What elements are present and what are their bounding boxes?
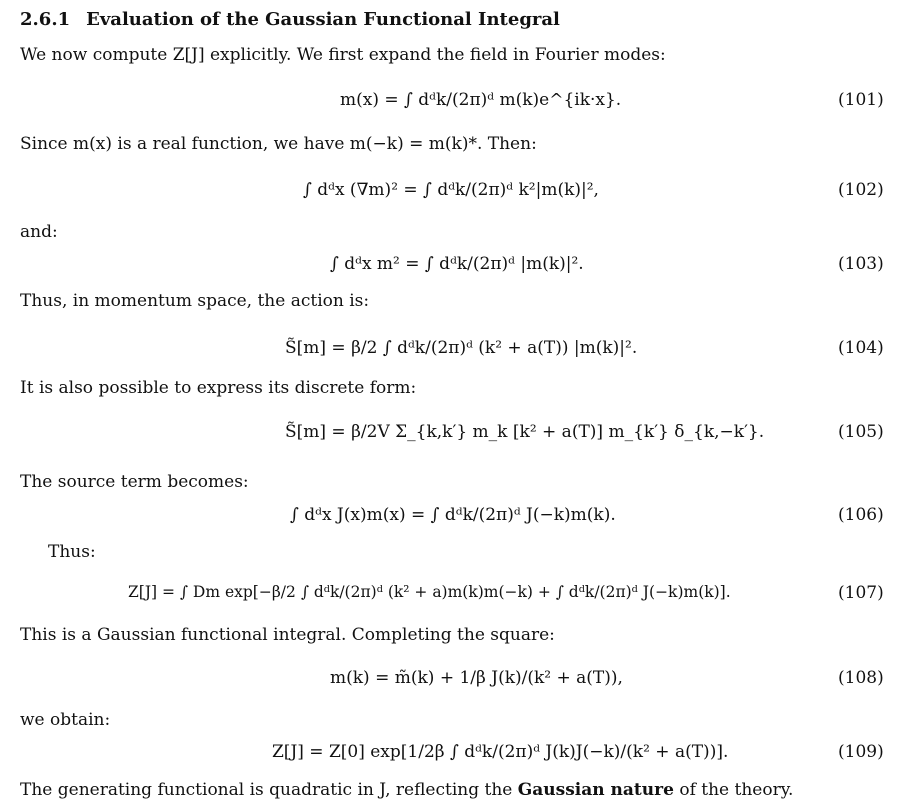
equation-107: Z[J] = ∫ Dm exp[−β/2 ∫ dᵈk/(2π)ᵈ (k² + a)m(k)m(−k) + ∫ dᵈk/(2π)ᵈ J(−k)m(k)]. — [128, 583, 731, 601]
equation-number-107: (107) — [838, 583, 884, 603]
equation-number-104: (104) — [838, 338, 884, 358]
paragraph-7: Thus: — [48, 542, 96, 562]
section-number: 2.6.1 — [20, 9, 71, 30]
paragraph-1: We now compute Z[J] explicitly. We first expand the field in Fourier modes: — [20, 45, 666, 65]
equation-number-102: (102) — [838, 180, 884, 200]
equation-number-101: (101) — [838, 90, 884, 110]
paragraph-10-end: of the theory. — [679, 780, 794, 800]
equation-number-108: (108) — [838, 668, 884, 688]
paragraph-2: Since m(x) is a real function, we have m(−k) = m(k)*. Then: — [20, 134, 537, 154]
section-title: Evaluation of the Gaussian Functional Integral — [86, 9, 560, 30]
equation-108: m(k) = m̃(k) + 1/β J(k)/(k² + a(T)), — [330, 668, 623, 688]
equation-103: ∫ dᵈx m² = ∫ dᵈk/(2π)ᵈ |m(k)|². — [330, 254, 584, 274]
section-heading — [20, 9, 560, 30]
paragraph-6: The source term becomes: — [20, 472, 249, 492]
equation-number-105: (105) — [838, 422, 884, 442]
equation-109: Z[J] = Z[0] exp[1/2β ∫ dᵈk/(2π)ᵈ J(k)J(−k)/(k² + a(T))]. — [272, 742, 729, 762]
paragraph-5: It is also possible to express its discrete form: — [20, 378, 417, 398]
equation-106: ∫ dᵈx J(x)m(x) = ∫ dᵈk/(2π)ᵈ J(−k)m(k). — [290, 505, 616, 525]
equation-number-106: (106) — [838, 505, 884, 525]
equation-105: S̃[m] = β/2V Σ_{k,k′} m_k [k² + a(T)] m_{k′} δ_{k,−k′}. — [285, 422, 765, 442]
equation-number-103: (103) — [838, 254, 884, 274]
paragraph-4: Thus, in momentum space, the action is: — [20, 291, 370, 311]
equation-101: m(x) = ∫ dᵈk/(2π)ᵈ m(k)e^{ik·x}. — [340, 90, 622, 110]
paragraph-3: and: — [20, 222, 58, 242]
paragraph-8: This is a Gaussian functional integral. Completing the square: — [20, 625, 555, 645]
paragraph-10 — [20, 780, 793, 800]
equation-104: S̃[m] = β/2 ∫ dᵈk/(2π)ᵈ (k² + a(T)) |m(k)|². — [285, 338, 638, 358]
paragraph-10-start: The generating functional is quadratic in J, reflecting the — [20, 780, 513, 800]
gaussian-nature-emphasis: Gaussian nature — [517, 780, 674, 800]
equation-number-109: (109) — [838, 742, 884, 762]
paragraph-9: we obtain: — [20, 710, 111, 730]
equation-102: ∫ dᵈx (∇m)² = ∫ dᵈk/(2π)ᵈ k²|m(k)|², — [303, 180, 599, 200]
